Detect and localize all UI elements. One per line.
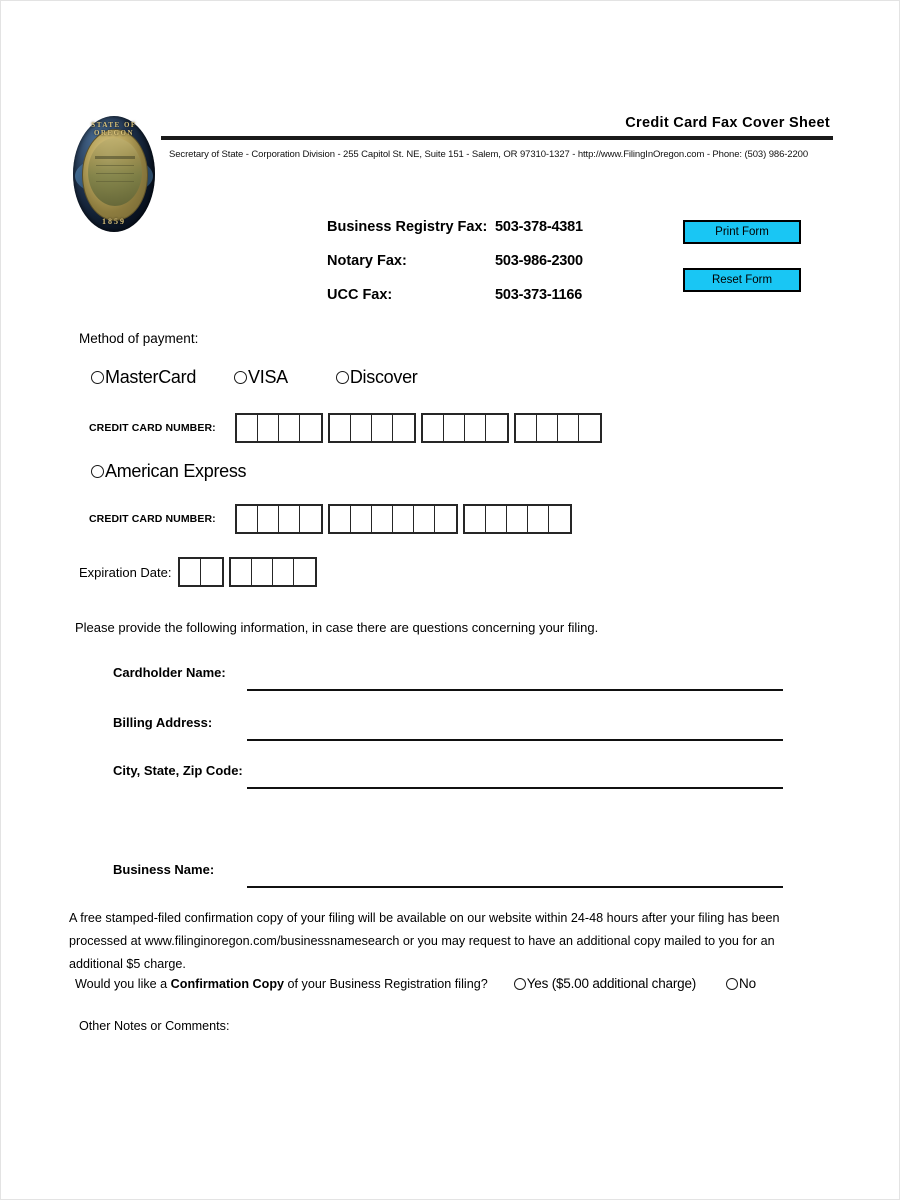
fax-label: UCC Fax:	[327, 287, 393, 303]
digit-box[interactable]	[486, 415, 507, 441]
radio-label: No	[739, 976, 756, 991]
digit-box[interactable]	[258, 415, 279, 441]
digit-box[interactable]	[330, 506, 351, 532]
radio-circle-icon	[91, 371, 104, 384]
radio-circle-icon	[234, 371, 247, 384]
radio-discover[interactable]	[336, 367, 418, 388]
digit-box[interactable]	[351, 415, 372, 441]
digit-box-group[interactable]	[514, 413, 602, 443]
field-cardholder-name	[113, 665, 783, 699]
instruction-text: Please provide the following information, in case there are questions concerning your filing.	[75, 620, 599, 635]
fax-label: Notary Fax:	[327, 253, 407, 269]
seal-top-text: STATE OF OREGON	[91, 121, 137, 137]
digit-box-group[interactable]	[178, 557, 224, 587]
digit-box[interactable]	[393, 506, 414, 532]
radio-circle-icon	[336, 371, 349, 384]
expiration-date-label: Expiration Date:	[79, 564, 172, 580]
digit-box[interactable]	[507, 506, 528, 532]
confirmation-copy-question-row	[75, 976, 835, 991]
radio-label: VISA	[248, 367, 288, 387]
confirmation-question-bold: Confirmation Copy	[170, 976, 285, 991]
credit-card-number-row-amex	[89, 504, 577, 534]
digit-box[interactable]	[279, 415, 300, 441]
radio-circle-icon	[514, 978, 526, 990]
confirmation-question-post: of your Business Registration filing?	[284, 976, 488, 991]
digit-box[interactable]	[237, 415, 258, 441]
digit-box[interactable]	[372, 415, 393, 441]
header-text-block	[161, 113, 833, 160]
digit-box[interactable]	[486, 506, 507, 532]
digit-box[interactable]	[393, 415, 414, 441]
digit-box[interactable]	[528, 506, 549, 532]
digit-box[interactable]	[300, 415, 321, 441]
other-notes-label: Other Notes or Comments:	[79, 1019, 230, 1033]
radio-confirmation-no[interactable]	[726, 976, 756, 991]
digit-box[interactable]	[252, 559, 273, 585]
confirmation-copy-paragraph: A free stamped-filed confirmation copy of your filing will be available on our website within 24-48 hours after your filing has been processed at www.filinginoregon.com/businessnamesearch or you may request to have an additional copy mailed to you for an additional $5 charge.	[69, 911, 780, 971]
method-of-payment-label: Method of payment:	[79, 331, 199, 346]
credit-card-number-input-amex[interactable]	[235, 504, 577, 534]
digit-box[interactable]	[180, 559, 201, 585]
digit-box-group[interactable]	[235, 413, 323, 443]
digit-box-group[interactable]	[328, 504, 458, 534]
credit-card-number-label: CREDIT CARD NUMBER:	[89, 513, 216, 525]
digit-box[interactable]	[330, 415, 351, 441]
digit-box-group[interactable]	[235, 504, 323, 534]
field-label: Business Name:	[113, 862, 215, 877]
fax-label: Business Registry Fax:	[327, 219, 488, 235]
field-input-line[interactable]	[247, 739, 783, 741]
digit-box-group[interactable]	[229, 557, 317, 587]
fax-number: 503-378-4381	[495, 219, 583, 235]
confirmation-question-text	[75, 977, 488, 991]
radio-confirmation-yes[interactable]	[514, 976, 696, 991]
card-type-radio-group-amex	[91, 461, 246, 482]
digit-box[interactable]	[201, 559, 222, 585]
digit-box-group[interactable]	[463, 504, 572, 534]
fax-row	[327, 253, 627, 287]
digit-box[interactable]	[273, 559, 294, 585]
fax-number: 503-373-1166	[495, 287, 583, 303]
radio-label: American Express	[105, 461, 247, 481]
confirmation-question-pre: Would you like a	[75, 976, 171, 991]
radio-mastercard[interactable]	[91, 367, 196, 388]
seal-inner-emblem	[82, 129, 148, 221]
digit-box[interactable]	[414, 506, 435, 532]
radio-american-express[interactable]	[91, 461, 246, 482]
digit-box[interactable]	[372, 506, 393, 532]
digit-box[interactable]	[558, 415, 579, 441]
radio-label: Yes ($5.00 additional charge)	[526, 976, 697, 991]
digit-box[interactable]	[549, 506, 570, 532]
field-input-line[interactable]	[247, 886, 783, 888]
digit-box[interactable]	[579, 415, 600, 441]
field-input-line[interactable]	[247, 787, 783, 789]
digit-box[interactable]	[435, 506, 456, 532]
digit-box[interactable]	[258, 506, 279, 532]
digit-box[interactable]	[237, 506, 258, 532]
radio-label: Discover	[349, 367, 418, 387]
oregon-state-seal-icon	[73, 116, 155, 232]
digit-box[interactable]	[300, 506, 321, 532]
field-business-name	[113, 862, 783, 896]
digit-box[interactable]	[444, 415, 465, 441]
field-city-state-zip	[113, 763, 783, 797]
credit-card-number-input-standard[interactable]	[235, 413, 607, 443]
print-form-button[interactable]: Print Form	[683, 220, 801, 244]
digit-box-group[interactable]	[421, 413, 509, 443]
digit-box[interactable]	[351, 506, 372, 532]
radio-visa[interactable]	[234, 367, 288, 388]
page-title: Credit Card Fax Cover Sheet	[625, 115, 830, 131]
fax-row	[327, 219, 627, 253]
digit-box[interactable]	[423, 415, 444, 441]
digit-box[interactable]	[465, 415, 486, 441]
fax-row	[327, 287, 627, 321]
fax-number: 503-986-2300	[495, 253, 583, 269]
field-input-line[interactable]	[247, 689, 783, 691]
digit-box[interactable]	[537, 415, 558, 441]
reset-form-button[interactable]: Reset Form	[683, 268, 801, 292]
digit-box-group[interactable]	[328, 413, 416, 443]
radio-circle-icon	[91, 465, 104, 478]
field-label: City, State, Zip Code:	[113, 763, 243, 778]
expiration-date-row	[79, 557, 322, 587]
seal-bottom-text: 1859	[102, 217, 126, 226]
field-billing-address	[113, 715, 783, 749]
card-type-radio-group	[91, 367, 417, 388]
digit-box[interactable]	[516, 415, 537, 441]
credit-card-number-label: CREDIT CARD NUMBER:	[89, 422, 216, 434]
agency-address-line: Secretary of State - Corporation Division - 255 Capitol St. NE, Suite 151 - Salem, OR 97310-1327 - http://www.FilingInOregon.com - Phone: (503) 986-2200	[169, 149, 809, 160]
digit-box[interactable]	[294, 559, 315, 585]
field-label: Cardholder Name:	[113, 665, 226, 680]
digit-box[interactable]	[465, 506, 486, 532]
expiration-date-input[interactable]	[178, 557, 322, 587]
fax-number-list	[327, 219, 627, 321]
form-header	[73, 113, 833, 233]
digit-box[interactable]	[231, 559, 252, 585]
radio-label: MasterCard	[105, 367, 197, 387]
radio-circle-icon	[726, 978, 738, 990]
digit-box[interactable]	[279, 506, 300, 532]
credit-card-number-row-standard	[89, 413, 607, 443]
field-label: Billing Address:	[113, 715, 213, 730]
